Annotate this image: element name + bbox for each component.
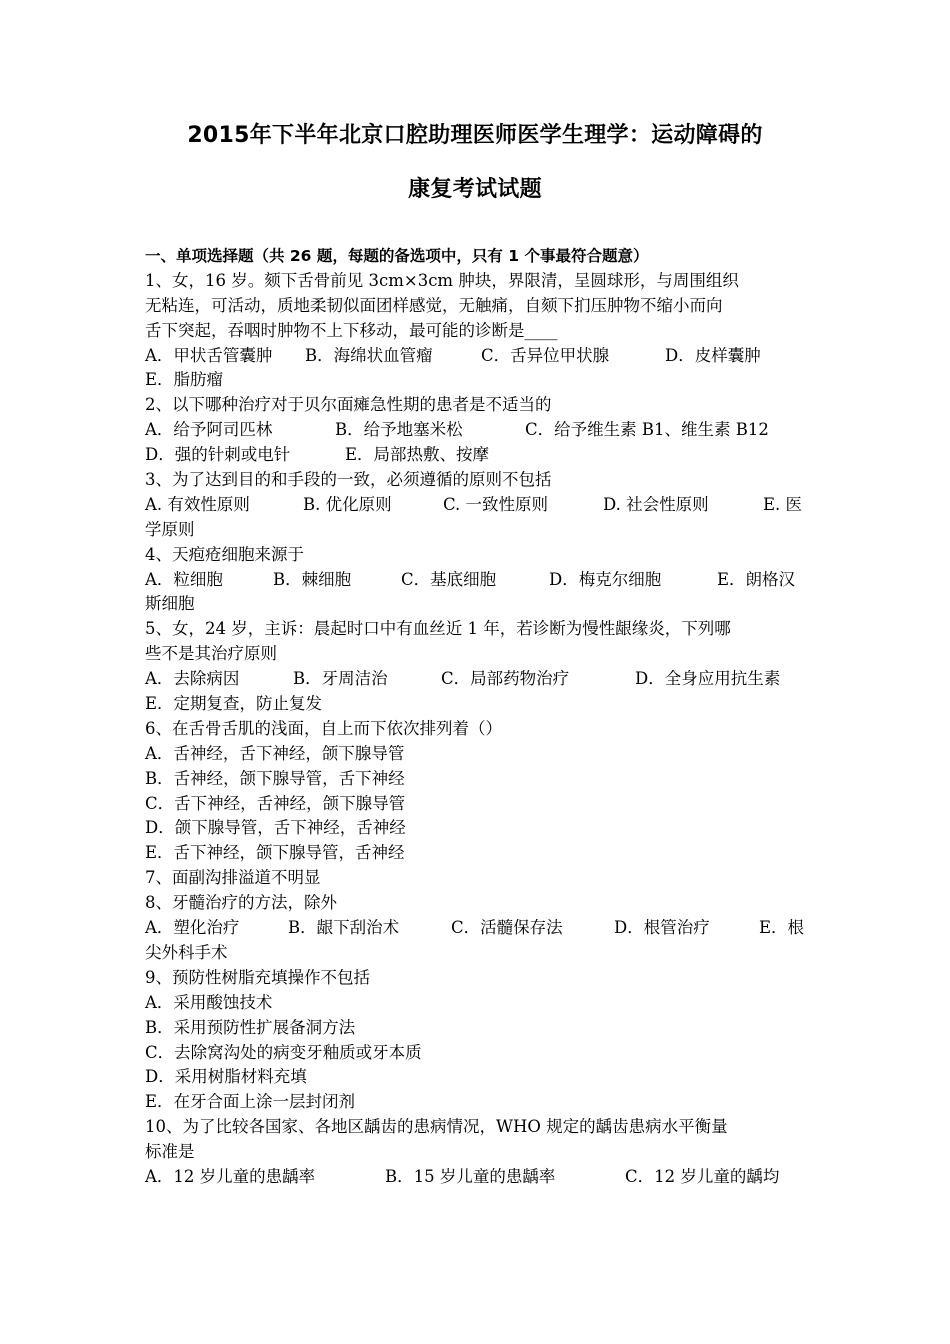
option-e: E．定期复查，防止复发	[145, 694, 323, 714]
option-c: C．基底细胞	[401, 569, 497, 589]
question-text: 4、天疱疮细胞来源于	[145, 544, 304, 564]
option-c: C．活髓保存法	[451, 918, 563, 938]
option-c: C．舌异位甲状腺	[481, 345, 610, 365]
option-d: D．梅克尔细胞	[549, 569, 662, 589]
option-b: B．采用预防性扩展备洞方法	[145, 1017, 356, 1037]
option-d: D．全身应用抗生素	[635, 669, 781, 689]
question-content	[145, 244, 825, 1190]
option-b: B. 优化原则	[303, 494, 392, 514]
option-row	[145, 344, 825, 369]
section-heading: 一、单项选择题（共 26 题，每题的备选项中，只有 1 个事最符合题意）	[145, 247, 649, 265]
option-b: B．给予地塞米松	[335, 420, 463, 440]
document-title-line-1: 2015年下半年北京口腔助理医师医学生理学：运动障碍的	[187, 123, 763, 148]
question-text: 标准是	[145, 1142, 195, 1162]
option-e: E．脂肪瘤	[145, 370, 224, 390]
option-row	[145, 493, 825, 518]
option-c: C．去除窝沟处的病变牙釉质或牙本质	[145, 1042, 422, 1062]
option-e: E．在牙合面上涂一层封闭剂	[145, 1092, 356, 1112]
option-e-continued: 尖外科手术	[145, 942, 228, 962]
option-a: A．甲状舌管囊肿	[145, 345, 273, 365]
question-text: 9、预防性树脂充填操作不包括	[145, 967, 370, 987]
option-a: A. 有效性原则	[145, 494, 250, 514]
option-d: D．根管治疗	[614, 918, 710, 938]
option-d: D．颌下腺导管，舌下神经，舌神经	[145, 818, 406, 838]
question-text: 舌下突起，吞咽时肿物不上下移动，最可能的诊断是____	[145, 320, 558, 340]
option-b: B．棘细胞	[273, 569, 352, 589]
option-a: A．12 岁儿童的患龋率	[145, 1166, 316, 1186]
question-text: 些不是其治疗原则	[145, 644, 277, 664]
option-c: C．舌下神经，舌神经，颌下腺导管	[145, 793, 406, 813]
question-text: 1、女，16 岁。颏下舌骨前见 3cm×3cm 肿块，界限清，呈圆球形，与周围组织	[145, 270, 739, 290]
option-b: B．海绵状血管瘤	[305, 345, 433, 365]
option-e: E．局部热敷、按摩	[345, 445, 490, 465]
document-title-line-2: 康复考试试题	[408, 177, 542, 202]
question-text: 10、为了比较各国家、各地区龋齿的患病情况，WHO 规定的龋齿患病水平衡量	[145, 1117, 728, 1137]
option-a: A．给予阿司匹林	[145, 420, 273, 440]
option-row	[145, 1165, 825, 1190]
option-b: B．15 岁儿童的患龋率	[385, 1166, 556, 1186]
option-c: C．给予维生素 B1、维生素 B12	[525, 420, 769, 440]
question-text: 无粘连，可活动，质地柔韧似面团样感觉，无触痛，自颏下扪压肿物不缩小而向	[145, 295, 723, 315]
option-b: B．舌神经，颌下腺导管，舌下神经	[145, 768, 405, 788]
option-a: A．采用酸蚀技术	[145, 992, 273, 1012]
option-e: E．根	[759, 918, 805, 938]
option-b: B．牙周洁治	[293, 669, 388, 689]
question-text: 3、为了达到目的和手段的一致，必须遵循的原则不包括	[145, 470, 552, 490]
option-e: E. 医	[763, 494, 803, 514]
question-text: 5、女，24 岁，主诉：晨起时口中有血丝近 1 年，若诊断为慢性龈缘炎，下列哪	[145, 619, 731, 639]
option-d: D．皮样囊肿	[665, 345, 761, 365]
option-c: C．局部药物治疗	[441, 669, 570, 689]
option-e: E．舌下神经，颌下腺导管，舌神经	[145, 843, 405, 863]
option-row	[145, 568, 825, 593]
option-c: C．12 岁儿童的龋均	[625, 1166, 780, 1186]
option-e: E．朗格汉	[717, 569, 796, 589]
question-text: 2、以下哪种治疗对于贝尔面瘫急性期的患者是不适当的	[145, 395, 552, 415]
option-row	[145, 667, 825, 692]
question-text: 7、面副沟排溢道不明显	[145, 868, 321, 888]
option-row	[145, 443, 825, 468]
option-a: A．去除病因	[145, 669, 240, 689]
option-d: D．强的针刺或电针	[145, 445, 291, 465]
question-text: 6、在舌骨舌肌的浅面，自上而下依次排列着（）	[145, 718, 502, 738]
option-c: C. 一致性原则	[443, 494, 549, 514]
option-row	[145, 916, 825, 941]
option-d: D．采用树脂材料充填	[145, 1067, 307, 1087]
option-a: A．舌神经，舌下神经，颌下腺导管	[145, 743, 405, 763]
question-text: 8、牙髓治疗的方法，除外	[145, 893, 337, 913]
option-a: A．粒细胞	[145, 569, 223, 589]
option-e-continued: 学原则	[145, 519, 195, 539]
option-a: A．塑化治疗	[145, 918, 240, 938]
option-row	[145, 418, 825, 443]
option-b: B．龈下刮治术	[288, 918, 400, 938]
option-d: D. 社会性原则	[603, 494, 709, 514]
option-e-continued: 斯细胞	[145, 594, 195, 614]
